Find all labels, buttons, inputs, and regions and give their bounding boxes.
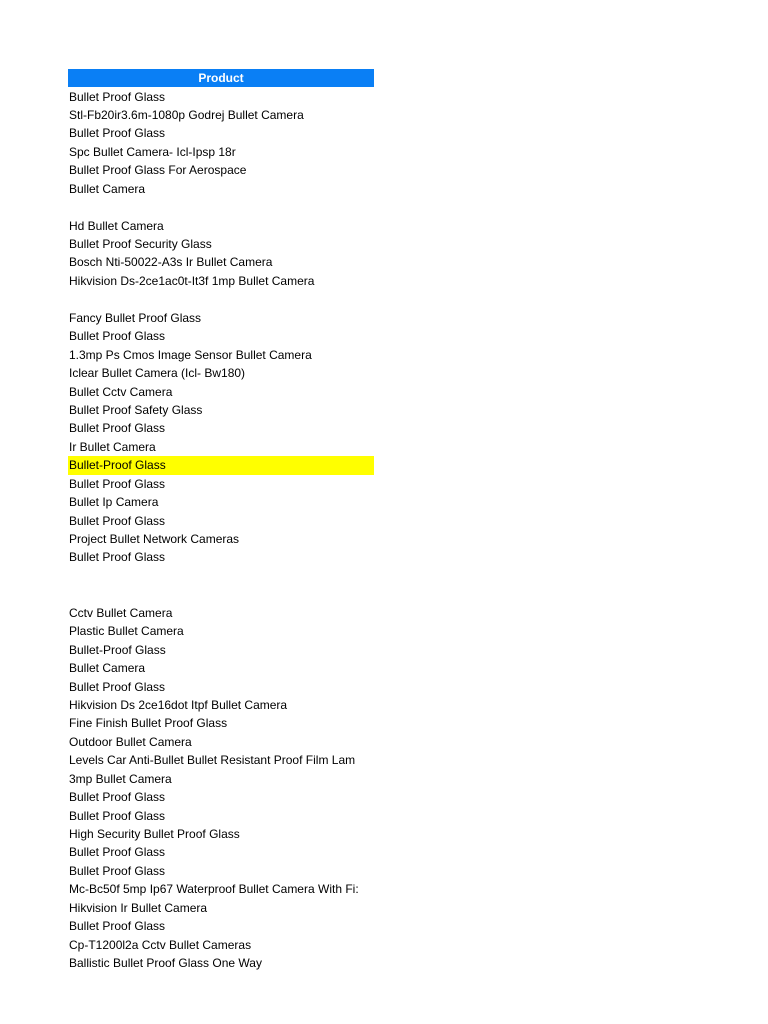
- product-cell[interactable]: Bullet Proof Glass: [69, 89, 166, 104]
- product-cell[interactable]: Bullet Proof Glass: [69, 329, 166, 344]
- product-cell[interactable]: Bullet Proof Security Glass: [69, 237, 212, 251]
- product-cell[interactable]: Bosch Nti-50022-A3s Ir Bullet Camera: [69, 255, 273, 270]
- product-cell[interactable]: Bullet Ip Camera: [69, 495, 159, 510]
- product-cell[interactable]: Bullet Proof Glass: [69, 863, 166, 878]
- product-rows: [68, 88, 374, 973]
- product-cell[interactable]: Cp-T1200l2a Cctv Bullet Cameras: [69, 937, 252, 952]
- product-cell[interactable]: Bullet Proof Glass: [69, 679, 166, 694]
- product-cell[interactable]: Hikvision Ir Bullet Camera: [69, 900, 208, 915]
- product-cell[interactable]: Bullet Proof Glass: [69, 845, 166, 860]
- product-cell[interactable]: 3mp Bullet Camera: [69, 771, 172, 786]
- product-cell[interactable]: Hikvision Ds 2ce16dot Itpf Bullet Camera: [69, 697, 288, 712]
- product-cell[interactable]: Bullet-Proof Glass: [69, 642, 166, 657]
- product-cell[interactable]: Project Bullet Network Cameras: [69, 532, 240, 546]
- product-cell[interactable]: Iclear Bullet Camera (Icl- Bw180): [69, 366, 246, 381]
- product-cell[interactable]: 1.3mp Ps Cmos Image Sensor Bullet Camera: [69, 347, 312, 362]
- product-cell[interactable]: Bullet Proof Glass: [69, 513, 166, 528]
- product-cell[interactable]: Bullet Proof Glass: [69, 421, 166, 436]
- product-cell[interactable]: Bullet Proof Glass: [69, 919, 166, 934]
- product-cell[interactable]: Bullet Proof Glass: [69, 808, 166, 823]
- product-cell[interactable]: Ir Bullet Camera: [69, 439, 156, 454]
- product-cell[interactable]: Outdoor Bullet Camera: [69, 734, 192, 749]
- product-cell[interactable]: Hikvision Ds-2ce1ac0t-It3f 1mp Bullet Camera: [69, 273, 315, 288]
- product-cell[interactable]: Bullet Cctv Camera: [69, 384, 173, 399]
- product-cell[interactable]: Hd Bullet Camera: [69, 218, 164, 233]
- product-cell[interactable]: High Security Bullet Proof Glass: [69, 827, 240, 841]
- product-cell[interactable]: Bullet Camera: [69, 181, 146, 196]
- empty-cell[interactable]: [68, 198, 374, 216]
- product-cell[interactable]: Levels Car Anti-Bullet Bullet Resistant Proof Film Lam: [69, 753, 356, 768]
- empty-cell[interactable]: [68, 290, 374, 308]
- empty-cell[interactable]: [68, 567, 374, 585]
- product-cell[interactable]: Stl-Fb20ir3.6m-1080p Godrej Bullet Camera: [69, 107, 304, 122]
- product-cell[interactable]: Bullet Proof Glass: [69, 126, 166, 141]
- product-cell[interactable]: Bullet Proof Glass: [69, 476, 166, 491]
- product-cell[interactable]: Bullet-Proof Glass: [68, 456, 374, 474]
- product-cell[interactable]: Bullet Proof Glass: [69, 790, 166, 805]
- product-cell[interactable]: Spc Bullet Camera- Icl-Ipsp 18r: [69, 144, 236, 159]
- empty-cell[interactable]: [68, 585, 374, 603]
- product-cell[interactable]: Cctv Bullet Camera: [69, 605, 173, 620]
- product-cell[interactable]: Bullet Camera: [69, 661, 146, 676]
- product-column-header[interactable]: Product: [68, 69, 374, 87]
- product-cell[interactable]: Mc-Bc50f 5mp Ip67 Waterproof Bullet Camera With Fi:: [69, 882, 359, 897]
- product-cell[interactable]: Plastic Bullet Camera: [69, 624, 184, 639]
- product-cell[interactable]: Bullet Proof Safety Glass: [69, 402, 203, 417]
- product-cell[interactable]: Fine Finish Bullet Proof Glass: [69, 716, 228, 731]
- product-cell[interactable]: Bullet Proof Glass For Aerospace: [69, 163, 247, 178]
- product-cell[interactable]: Fancy Bullet Proof Glass: [69, 310, 202, 325]
- product-cell[interactable]: Ballistic Bullet Proof Glass One Way: [69, 956, 262, 971]
- product-cell[interactable]: Bullet Proof Glass: [69, 550, 166, 565]
- product-table: [68, 69, 374, 973]
